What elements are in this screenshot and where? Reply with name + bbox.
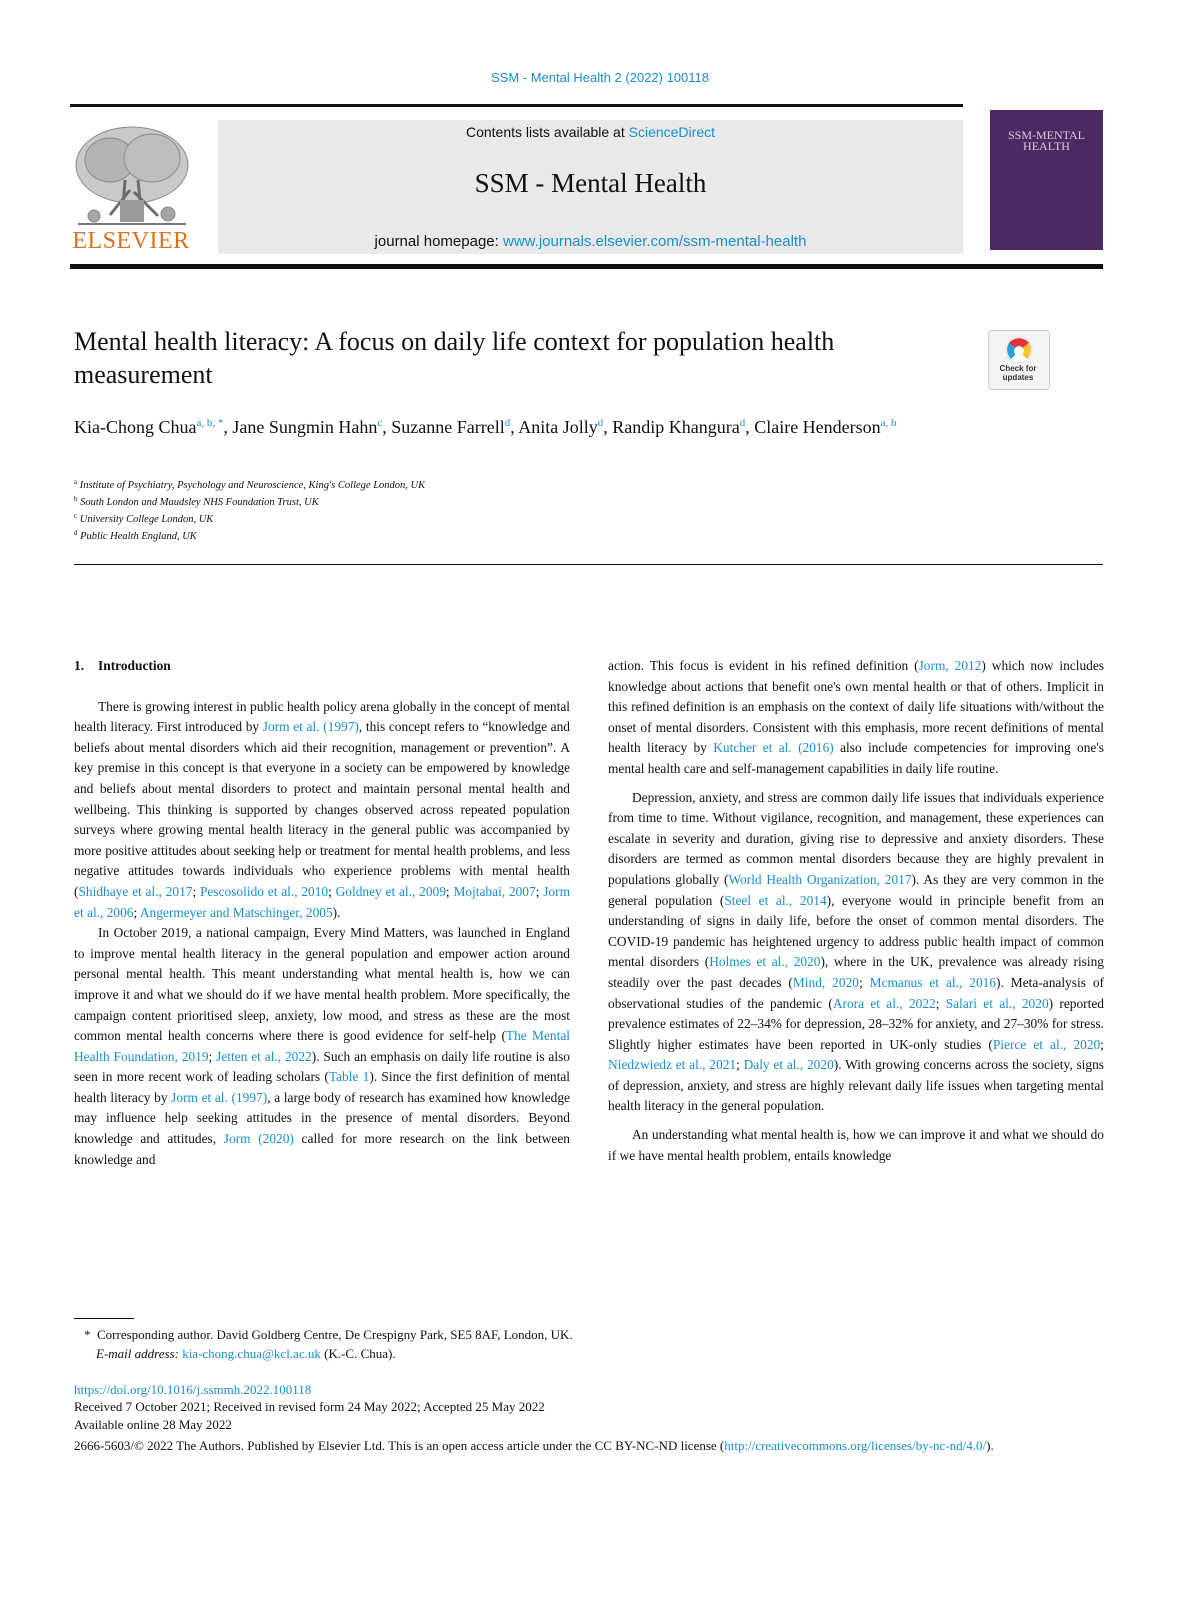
homepage-prefix: journal homepage: bbox=[374, 233, 503, 250]
affiliation-a: $^a$ Institute of Psychiatry, Psychology and Neuroscience, King's College London, UK bbox=[74, 478, 426, 491]
paragraph-text: ; bbox=[328, 883, 336, 899]
paragraph-text: ; bbox=[133, 904, 140, 920]
received-dates: Received 7 October 2021; Received in revised form 24 May 2022; Accepted 25 May 2022 bbox=[74, 1399, 545, 1414]
paragraph bbox=[74, 697, 570, 924]
author-affiliation-marker[interactable]: c bbox=[377, 417, 383, 429]
elsevier-wordmark: ELSEVIER bbox=[72, 228, 190, 254]
license-statement: 2666-5603/© 2022 The Authors. Published by Elsevier Ltd. This is an open access article under the CC BY-NC-ND license (http://creativecommons.org/licenses/by-nc-nd/4.0/). bbox=[74, 1438, 994, 1453]
corresponding-author-note: * Corresponding author. David Goldberg Centre, De Crespigny Park, SE5 8AF, London, UK. bbox=[84, 1327, 573, 1342]
email-note: E-mail address: kia-chong.chua@kcl.ac.uk (K.-C. Chua). bbox=[96, 1346, 396, 1361]
contents-prefix: Contents lists available at bbox=[465, 124, 629, 140]
paragraph-text: There is growing interest in public health policy arena globally in the concept of mental health literacy. First introduced by bbox=[74, 698, 570, 735]
doi-link[interactable]: https://doi.org/10.1016/j.ssmmh.2022.100118 bbox=[74, 1382, 312, 1397]
journal-name: SSM - Mental Health bbox=[474, 168, 707, 198]
author-name[interactable]: Suzanne Farrell bbox=[391, 417, 505, 437]
citation-link[interactable]: Mcmanus et al., 2016 bbox=[869, 974, 997, 990]
author-separator: , bbox=[510, 417, 519, 437]
author-affiliation-marker[interactable]: d bbox=[504, 417, 511, 429]
author-separator: , bbox=[745, 417, 750, 437]
paragraph-text: ). Since the first definition of mental health literacy by bbox=[74, 1069, 571, 1105]
paragraph-text: action. This focus is evident in his refined definition ( bbox=[608, 658, 919, 673]
affiliation-b: $^b$ South London and Maudsley NHS Foundation Trust, UK bbox=[74, 495, 319, 508]
homepage-line bbox=[218, 233, 963, 250]
paragraph-text: , this concept refers to “knowledge and beliefs about mental disorders which aid their recognition, management or prevention”. A key premise in this concept is that everyone in a society can be empowered by knowledge and beliefs about mental disorders to protect and maintain personal mental health and wellbeing. This thinking is supported by changes observed across repeated population surveys where growing mental health literacy in the general public was accompanied by more positive attitudes about seeking help or treatment for mental health problems, and less negative attitudes towards individuals who experience problems with mental health ( bbox=[74, 719, 570, 899]
paragraph-text: ; bbox=[535, 883, 544, 899]
author-affiliation-marker[interactable]: d bbox=[597, 417, 604, 429]
paragraph-text: ). As they are very common in the general population ( bbox=[608, 871, 1104, 908]
citation-link[interactable]: Holmes et al., 2020 bbox=[709, 954, 821, 970]
citation-link[interactable]: Arora et al., 2022 bbox=[832, 995, 936, 1011]
journal-reference[interactable]: SSM - Mental Health 2 (2022) 100118 bbox=[491, 70, 709, 85]
citation-link[interactable]: Jorm, 2012 bbox=[918, 658, 982, 673]
license-link[interactable]: http://creativecommons.org/licenses/by-nc-nd/4.0/ bbox=[724, 1438, 987, 1453]
sciencedirect-link[interactable]: ScienceDirect bbox=[628, 124, 715, 140]
author-list bbox=[74, 414, 1074, 441]
author-name[interactable]: Kia-Chong Chua bbox=[74, 417, 197, 437]
paragraph bbox=[74, 923, 570, 1170]
paragraph-text: Depression, anxiety, and stress are common daily life issues that individuals experience from time to time. Without vigilance, recognition, and management, these experiences can escalate in severity and duration, giving rise to depressive and anxiety disorders. These disorders are termed as common mental disorders because they are highly prevalent in populations globally ( bbox=[608, 789, 1104, 887]
citation-link[interactable]: Niedzwiedz et al., 2021 bbox=[608, 1057, 737, 1073]
crossmark-icon bbox=[989, 331, 1049, 365]
paragraph-text: ; bbox=[445, 883, 454, 899]
citation-link[interactable]: Pescosolido et al., 2010 bbox=[199, 883, 329, 899]
available-online: Available online 28 May 2022 bbox=[74, 1417, 232, 1432]
paragraph bbox=[608, 1125, 1104, 1166]
citation-link[interactable]: Pierce et al., 2020 bbox=[992, 1036, 1101, 1052]
header-top-rule bbox=[70, 104, 963, 107]
citation-link[interactable]: Jorm et al. (1997) bbox=[262, 719, 359, 735]
crossmark-label: Check for updates bbox=[999, 364, 1037, 382]
paragraph bbox=[608, 788, 1104, 1118]
paragraph-text: In October 2019, a national campaign, Every Mind Matters, was launched in England to improve mental health literacy in the general population and empower action around personal mental health. This meant understanding what mental health is, how we can improve it and what we should do if we have mental health problem. More specifically, the campaign content prioritised sleep, anxiety, low mood, and stress as these are the most common mental health concerns where there is good evidence for self-help ( bbox=[74, 925, 570, 1044]
section-heading-introduction: 1. Introduction bbox=[74, 658, 171, 673]
citation-link[interactable]: World Health Organization, 2017 bbox=[728, 871, 912, 887]
citation-link[interactable]: Daly et al., 2020 bbox=[743, 1057, 834, 1073]
paragraph-text: ), where in the UK, prevalence was already rising steadily over the past decades ( bbox=[608, 954, 1104, 990]
citation-link[interactable]: The Mental Health Foundation, 2019 bbox=[74, 1028, 570, 1064]
citation-link[interactable]: Angermeyer and Matschinger, 2005 bbox=[139, 904, 333, 920]
citation-link[interactable]: Goldney et al., 2009 bbox=[335, 883, 446, 899]
paragraph-text: ; bbox=[736, 1057, 744, 1073]
paragraph-text: ; bbox=[1100, 1036, 1104, 1052]
paragraph-text: ; bbox=[858, 974, 870, 990]
citation-link[interactable]: Steel et al., 2014 bbox=[724, 892, 827, 908]
paragraph-text: ). bbox=[332, 904, 341, 920]
citation-link[interactable]: Mojtabai, 2007 bbox=[453, 883, 536, 899]
paragraph-text: ). Meta-analysis of observational studies of the pandemic ( bbox=[608, 974, 1104, 1011]
author-affiliation-marker[interactable]: a, b, * bbox=[196, 417, 224, 429]
paragraph bbox=[608, 656, 1104, 780]
body-column-left bbox=[74, 656, 570, 1170]
citation-link[interactable]: Jorm et al., 2006 bbox=[74, 883, 571, 920]
paragraph-text: ). With growing concerns across the society, signs of depression, anxiety, and stress are highly relevant daily life issues when targeting mental health literacy in the general population. bbox=[608, 1057, 1104, 1114]
author-affiliation-marker[interactable]: d bbox=[739, 417, 746, 429]
paragraph-text: ) reported prevalence estimates of 22–34% for depression, 28–32% for anxiety, and 27–30% for stress. Slightly higher estimates have been reported in UK-only studies ( bbox=[608, 995, 1104, 1052]
paragraph-text: An understanding what mental health is, how we can improve it and what we should do if we have mental health problem, entails knowledge bbox=[608, 1127, 1104, 1163]
header-bottom-rule bbox=[70, 264, 1103, 269]
contents-line bbox=[218, 124, 963, 140]
footnote-rule bbox=[74, 1318, 134, 1319]
paragraph-text: ), everyone would in principle benefit from an understanding of signs in daily life, before the onset of common mental disorders. The COVID-19 pandemic has heightened urgency to address public health impact of common mental disorders ( bbox=[608, 892, 1104, 970]
citation-link[interactable]: Salari et al., 2020 bbox=[945, 995, 1049, 1011]
author-email-link[interactable]: kia-chong.chua@kcl.ac.uk bbox=[182, 1346, 321, 1361]
citation-link[interactable]: Kutcher et al. (2016) bbox=[713, 740, 834, 756]
citation-link[interactable]: Jorm et al. (1997) bbox=[171, 1089, 268, 1105]
citation-link[interactable]: Jorm (2020) bbox=[223, 1131, 294, 1147]
author-name[interactable]: Jane Sungmin Hahn bbox=[232, 417, 378, 437]
affiliations-rule bbox=[74, 564, 1103, 565]
cover-title: SSM-MENTAL HEALTH bbox=[1007, 128, 1086, 153]
author-affiliation-marker[interactable]: a, b bbox=[880, 417, 897, 429]
body-column-right bbox=[608, 656, 1104, 1166]
author-name[interactable]: Anita Jolly bbox=[518, 417, 598, 437]
paragraph-text: ; bbox=[935, 995, 946, 1011]
citation-link[interactable]: Mind, 2020 bbox=[792, 974, 859, 990]
author-name[interactable]: Randip Khangura bbox=[612, 417, 740, 437]
author-name[interactable]: Claire Henderson bbox=[754, 417, 881, 437]
author-separator: , bbox=[223, 417, 233, 437]
article-title: Mental health literacy: A focus on daily life context for population health measurement bbox=[74, 327, 835, 389]
journal-homepage-link[interactable]: www.journals.elsevier.com/ssm-mental-health bbox=[502, 233, 807, 250]
citation-link[interactable]: Shidhaye et al., 2017 bbox=[78, 883, 193, 899]
paragraph-text: ; bbox=[192, 883, 200, 899]
paragraph-text: , a large body of research has examined how knowledge may influence help seeking attitudes in the presence of mental disorders. Beyond knowledge and attitudes, bbox=[74, 1089, 570, 1147]
citation-link[interactable]: Table 1 bbox=[328, 1069, 370, 1085]
paragraph-text: ). Such an emphasis on daily life routine is also seen in more recent work of leading scholars ( bbox=[74, 1048, 570, 1085]
paragraph-text: ; bbox=[208, 1048, 217, 1064]
citation-link[interactable]: Jetten et al., 2022 bbox=[216, 1048, 312, 1064]
affiliation-c: $^c$ University College London, UK bbox=[74, 512, 214, 525]
affiliation-d: $^d$ Public Health England, UK bbox=[74, 529, 197, 542]
paragraph-text: called for more research on the link between knowledge and bbox=[74, 1131, 570, 1167]
paragraph-text: also include competencies for improving one's mental health care and self-management capabilities in daily life routine. bbox=[608, 740, 1104, 776]
author-separator: , bbox=[382, 417, 392, 437]
paragraph-text: ) which now includes knowledge about actions that benefit one's own mental health or that of others. Implicit in this refined definition is an emphasis on the context of daily life situations with/without the onset of mental disorders. Consistent with this emphasis, more recent definitions of mental health literacy by bbox=[608, 658, 1105, 756]
author-separator: , bbox=[603, 417, 613, 437]
